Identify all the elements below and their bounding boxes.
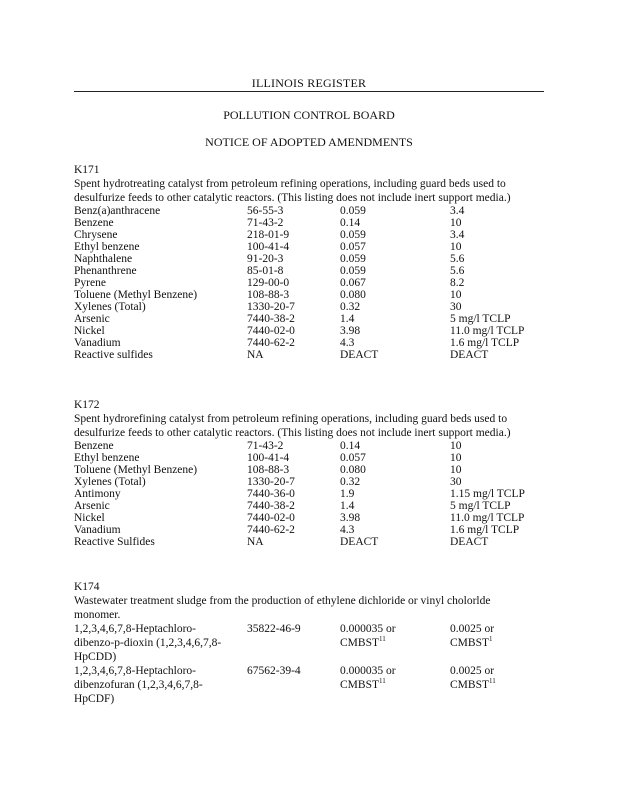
nonwastewater-standard: 0.0025 or CMBST$^{11}$ [450, 665, 496, 691]
table-row [74, 622, 544, 664]
cas-number: NA [247, 536, 264, 548]
nonwastewater-standard: 10 [450, 440, 462, 452]
nonwastewater-standard: 10 [450, 241, 462, 253]
constituent-name: Toluene (Methyl Benzene) [74, 464, 198, 476]
table-row [74, 500, 544, 512]
wastewater-standard: 0.000035 or CMBST$^{11}$ [340, 665, 396, 691]
register-title: ILLINOIS REGISTER [251, 76, 367, 90]
cas-number: 71-43-2 [247, 440, 284, 452]
cas-number: 108-88-3 [247, 464, 290, 476]
cas-number: 7440-62-2 [247, 524, 295, 536]
table-row [74, 464, 544, 476]
cas-number: 35822-46-9 [247, 623, 301, 635]
table-row [74, 452, 544, 464]
nonwastewater-standard: DEACT [450, 349, 489, 361]
section-id: K172 [74, 399, 100, 411]
nonwastewater-standard: 11.0 mg/l TCLP [450, 325, 525, 337]
table-row [74, 476, 544, 488]
nonwastewater-standard: 0.0025 or CMBST$^1$ [450, 623, 495, 649]
table-row [74, 524, 544, 536]
wastewater-standard: 3.98 [340, 325, 361, 337]
cas-number: 91-20-3 [247, 253, 284, 265]
nonwastewater-standard: 5.6 [450, 253, 465, 265]
wastewater-standard: DEACT [340, 349, 379, 361]
cas-number: 108-88-3 [247, 289, 290, 301]
constituent-name: Reactive sulfides [74, 349, 153, 361]
wastewater-standard: 0.059 [340, 253, 366, 265]
constituent-name: Vanadium [74, 524, 121, 536]
notice-title: NOTICE OF ADOPTED AMENDMENTS [205, 135, 413, 149]
nonwastewater-standard: 10 [450, 464, 462, 476]
wastewater-standard: 0.059 [340, 229, 366, 241]
nonwastewater-standard: 5 mg/l TCLP [450, 500, 511, 512]
constituent-name: Phenanthrene [74, 265, 137, 277]
table-row [74, 241, 544, 253]
constituent-name: Arsenic [74, 500, 110, 512]
constituent-name: Toluene (Methyl Benzene) [74, 289, 198, 301]
cas-number: 85-01-8 [247, 265, 284, 277]
constituent-name: Chrysene [74, 229, 118, 241]
board-title: POLLUTION CONTROL BOARD [223, 108, 395, 122]
constituent-table [74, 622, 544, 706]
table-row [74, 289, 544, 301]
nonwastewater-standard: 10 [450, 452, 462, 464]
section-id: K174 [74, 581, 100, 593]
constituent-name: Arsenic [74, 313, 110, 325]
section-description: Wastewater treatment sludge from the production of ethylene dichloride or vinyl cholorlde monomer. [74, 595, 491, 621]
constituent-table [74, 440, 544, 548]
cas-number: 7440-02-0 [247, 325, 295, 337]
nonwastewater-standard: 30 [450, 301, 462, 313]
wastewater-standard: 0.057 [340, 241, 366, 253]
nonwastewater-standard: 1.15 mg/l TCLP [450, 488, 525, 500]
cas-number: 100-41-4 [247, 241, 290, 253]
nonwastewater-standard: 8.2 [450, 277, 465, 289]
cas-number: 7440-38-2 [247, 500, 295, 512]
constituent-name: Benz(a)anthracene [74, 205, 161, 217]
table-row [74, 349, 544, 361]
constituent-name: Xylenes (Total) [74, 476, 146, 488]
constituent-name: Benzene [74, 217, 114, 229]
constituent-name: 1,2,3,4,6,7,8-Heptachloro- dibenzo-p-dioxin (1,2,3,4,6,7,8- HpCDD) [74, 623, 222, 663]
table-row [74, 301, 544, 313]
cas-number: 218-01-9 [247, 229, 290, 241]
wastewater-standard: DEACT [340, 536, 379, 548]
section-k171 [74, 163, 544, 361]
wastewater-standard: 0.000035 or CMBST$^{11}$ [340, 623, 396, 649]
constituent-name: 1,2,3,4,6,7,8-Heptachloro- dibenzofuran (1,2,3,4,6,7,8- HpCDF) [74, 665, 203, 705]
nonwastewater-standard: 10 [450, 289, 462, 301]
section-k174 [74, 580, 544, 706]
constituent-name: Pyrene [74, 277, 106, 289]
wastewater-standard: 1.4 [340, 500, 355, 512]
table-row [74, 217, 544, 229]
table-row [74, 229, 544, 241]
constituent-name: Nickel [74, 512, 105, 524]
wastewater-standard: 0.067 [340, 277, 366, 289]
wastewater-standard: 1.9 [340, 488, 355, 500]
constituent-name: Ethyl benzene [74, 241, 140, 253]
nonwastewater-standard: 3.4 [450, 229, 465, 241]
table-row [74, 325, 544, 337]
nonwastewater-standard: 3.4 [450, 205, 465, 217]
table-row [74, 253, 544, 265]
nonwastewater-standard: 10 [450, 217, 462, 229]
wastewater-standard: 0.14 [340, 217, 361, 229]
section-description: Spent hydrorefining catalyst from petroleum refining operations, including guard beds used to desulfurize feeds to other catalytic reactors. (This listing does not include inert support media.) [74, 413, 511, 439]
table-row [74, 313, 544, 325]
cas-number: NA [247, 349, 264, 361]
cas-number: 56-55-3 [247, 205, 284, 217]
table-row [74, 536, 544, 548]
table-row [74, 277, 544, 289]
wastewater-standard: 1.4 [340, 313, 355, 325]
cas-number: 100-41-4 [247, 452, 290, 464]
section-k172 [74, 398, 544, 548]
table-row [74, 440, 544, 452]
cas-number: 67562-39-4 [247, 665, 301, 677]
wastewater-standard: 0.059 [340, 205, 366, 217]
table-row [74, 205, 544, 217]
constituent-name: Naphthalene [74, 253, 133, 265]
table-row [74, 265, 544, 277]
header-rule [74, 91, 544, 92]
constituent-name: Antimony [74, 488, 121, 500]
nonwastewater-standard: 5 mg/l TCLP [450, 313, 511, 325]
constituent-name: Nickel [74, 325, 105, 337]
nonwastewater-standard: 30 [450, 476, 462, 488]
cas-number: 7440-62-2 [247, 337, 295, 349]
table-row [74, 337, 544, 349]
cas-number: 1330-20-7 [247, 301, 295, 313]
wastewater-standard: 0.080 [340, 289, 366, 301]
wastewater-standard: 0.32 [340, 301, 361, 313]
cas-number: 1330-20-7 [247, 476, 295, 488]
nonwastewater-standard: 5.6 [450, 265, 465, 277]
constituent-name: Reactive Sulfides [74, 536, 155, 548]
nonwastewater-standard: 1.6 mg/l TCLP [450, 524, 520, 536]
table-row [74, 664, 544, 706]
constituent-name: Xylenes (Total) [74, 301, 146, 313]
table-row [74, 512, 544, 524]
wastewater-standard: 4.3 [340, 337, 355, 349]
nonwastewater-standard: DEACT [450, 536, 489, 548]
cas-number: 7440-02-0 [247, 512, 295, 524]
cas-number: 7440-36-0 [247, 488, 295, 500]
wastewater-standard: 0.32 [340, 476, 361, 488]
wastewater-standard: 4.3 [340, 524, 355, 536]
cas-number: 7440-38-2 [247, 313, 295, 325]
section-description: Spent hydrotreating catalyst from petroleum refining operations, including guard beds used to desulfurize feeds to other catalytic reactors. (This listing does not include inert support media.) [74, 178, 511, 204]
nonwastewater-standard: 11.0 mg/l TCLP [450, 512, 525, 524]
constituent-name: Benzene [74, 440, 114, 452]
wastewater-standard: 0.14 [340, 440, 361, 452]
section-id: K171 [74, 164, 100, 176]
cas-number: 71-43-2 [247, 217, 284, 229]
constituent-name: Ethyl benzene [74, 452, 140, 464]
wastewater-standard: 0.057 [340, 452, 366, 464]
wastewater-standard: 0.080 [340, 464, 366, 476]
constituent-name: Vanadium [74, 337, 121, 349]
nonwastewater-standard: 1.6 mg/l TCLP [450, 337, 520, 349]
wastewater-standard: 0.059 [340, 265, 366, 277]
wastewater-standard: 3.98 [340, 512, 361, 524]
cas-number: 129-00-0 [247, 277, 290, 289]
constituent-table [74, 205, 544, 361]
table-row [74, 488, 544, 500]
